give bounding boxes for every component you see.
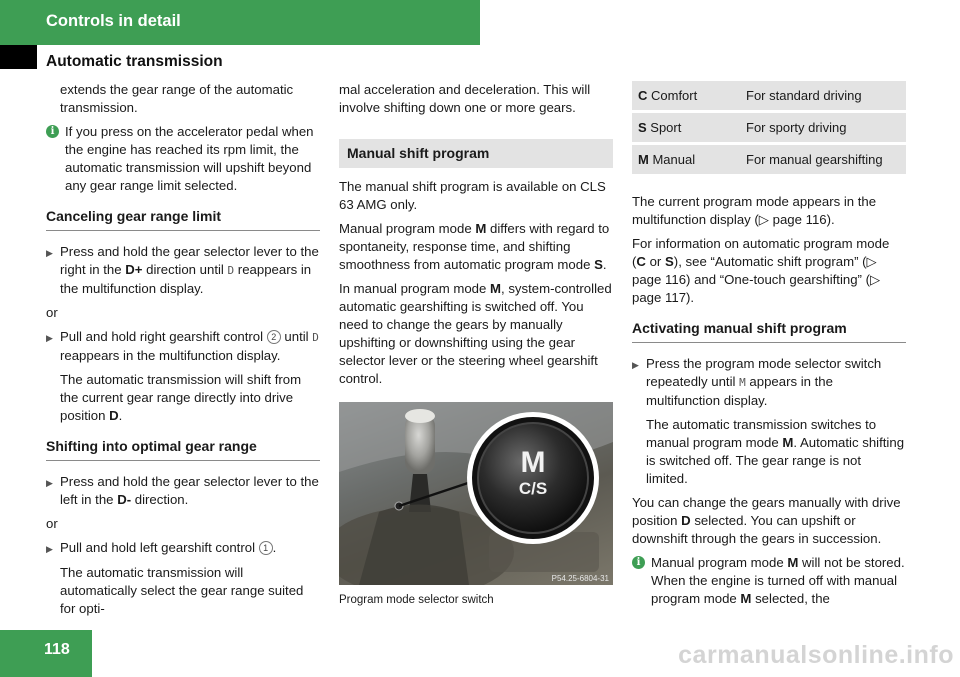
- or-text: or: [46, 305, 58, 320]
- paragraph: Manual program mode M differs with regard to spontaneity, response time, and shifting smoothness from automatic program mode S.: [339, 221, 610, 272]
- mode-desc: For manual gearshifting: [740, 145, 906, 174]
- step-item: [46, 328, 320, 365]
- step-text: Pull and hold right gearshift control 2 until D reappears in the multifunction display.: [60, 329, 319, 363]
- step-note: The automatic transmission will automatically select the gear range suited for opti-: [60, 565, 304, 616]
- watermark: carmanualsonline.info: [678, 641, 954, 669]
- info-note: [632, 554, 906, 608]
- mode-desc: For sporty driving: [740, 113, 906, 142]
- heading-activating: Activating manual shift program: [632, 319, 906, 343]
- continued-text: mal acceleration and deceleration. This will involve shifting down one or more gears.: [339, 82, 591, 115]
- table-row: [632, 113, 906, 142]
- paragraph: You can change the gears manually with drive position D selected. You can upshift or downshift through the gears in succession.: [632, 495, 901, 546]
- photo-illustration: [339, 402, 613, 585]
- column-1: [46, 81, 320, 624]
- button-label-cs: C/S: [518, 479, 548, 498]
- step-arrow-icon: ▶: [46, 544, 53, 554]
- mode-cell: M Manual: [632, 145, 740, 174]
- info-icon: i: [632, 556, 645, 569]
- step-note: The automatic transmission will shift from the current gear range directly into drive position D.: [60, 372, 302, 423]
- mode-cell: S Sport: [632, 113, 740, 142]
- section-heading-manual: Manual shift program: [339, 139, 613, 168]
- step-text: Press and hold the gear selector lever to the left in the D- direction.: [60, 474, 319, 507]
- step-text: Pull and hold left gearshift control 1 .: [60, 540, 277, 555]
- paragraph: The manual shift program is available on CLS 63 AMG only.: [339, 179, 606, 212]
- header-bar: [0, 0, 480, 45]
- info-text: If you press on the accelerator pedal when the engine has reached its rpm limit, the automatic transmission will upshift beyond any gear range limit selected.: [65, 124, 314, 193]
- button-label-m: M: [520, 446, 546, 479]
- table-row: [632, 81, 906, 110]
- paragraph: In manual program mode M, system-controlled automatic gearshifting is switched off. You need to change the gears by manually upshifting or downshifting using the gear selector lever or the steering wheel gearshift control.: [339, 281, 612, 386]
- step-arrow-icon: ▶: [632, 360, 639, 370]
- step-item: [632, 355, 906, 410]
- page-number: 118: [44, 641, 70, 658]
- paragraph: For information on automatic program mode (C or S), see “Automatic shift program” (▷ page 116) and “One-touch gearshifting” (▷ page 117).: [632, 236, 890, 305]
- step-arrow-icon: ▶: [46, 248, 53, 258]
- table-row: [632, 145, 906, 174]
- photo-code: P54.25-6804-31: [551, 574, 609, 583]
- step-text: Press the program mode selector switch repeatedly until M appears in the multifunction display.: [646, 356, 882, 408]
- step-arrow-icon: ▶: [46, 333, 53, 343]
- photo-caption: Program mode selector switch: [339, 594, 494, 606]
- info-note: [46, 123, 320, 195]
- step-item: [46, 473, 320, 509]
- page-number-box: [0, 630, 92, 677]
- callout-number: 1: [259, 541, 273, 555]
- mode-cell: C Comfort: [632, 81, 740, 110]
- step-item: [46, 243, 320, 298]
- step-note: The automatic transmission switches to manual program mode M. Automatic shifting is switched off. The gear range is not limited.: [646, 417, 905, 486]
- info-text: Manual program mode M will not be stored. When the engine is turned off with manual program mode M selected, the: [651, 555, 905, 606]
- intro-text: extends the gear range of the automatic transmission.: [60, 82, 294, 115]
- step-item: [46, 539, 320, 558]
- page-title: Automatic transmission: [46, 53, 223, 70]
- program-mode-table: [632, 78, 906, 177]
- column-3: [632, 81, 906, 618]
- or-text: or: [46, 516, 58, 531]
- step-text: Press and hold the gear selector lever to the right in the D+ direction until D reappears in the multifunction display.: [60, 244, 319, 296]
- info-icon: i: [46, 125, 59, 138]
- paragraph: The current program mode appears in the multifunction display (▷ page 116).: [632, 194, 877, 227]
- heading-canceling: Canceling gear range limit: [46, 207, 320, 231]
- heading-optimal: Shifting into optimal gear range: [46, 437, 320, 461]
- column-2: [339, 81, 613, 609]
- mode-desc: For standard driving: [740, 81, 906, 110]
- step-arrow-icon: ▶: [46, 478, 53, 488]
- header-marker: [0, 45, 37, 69]
- callout-number: 2: [267, 330, 281, 344]
- section-title: Controls in detail: [46, 12, 181, 30]
- selector-switch-photo: [339, 402, 613, 585]
